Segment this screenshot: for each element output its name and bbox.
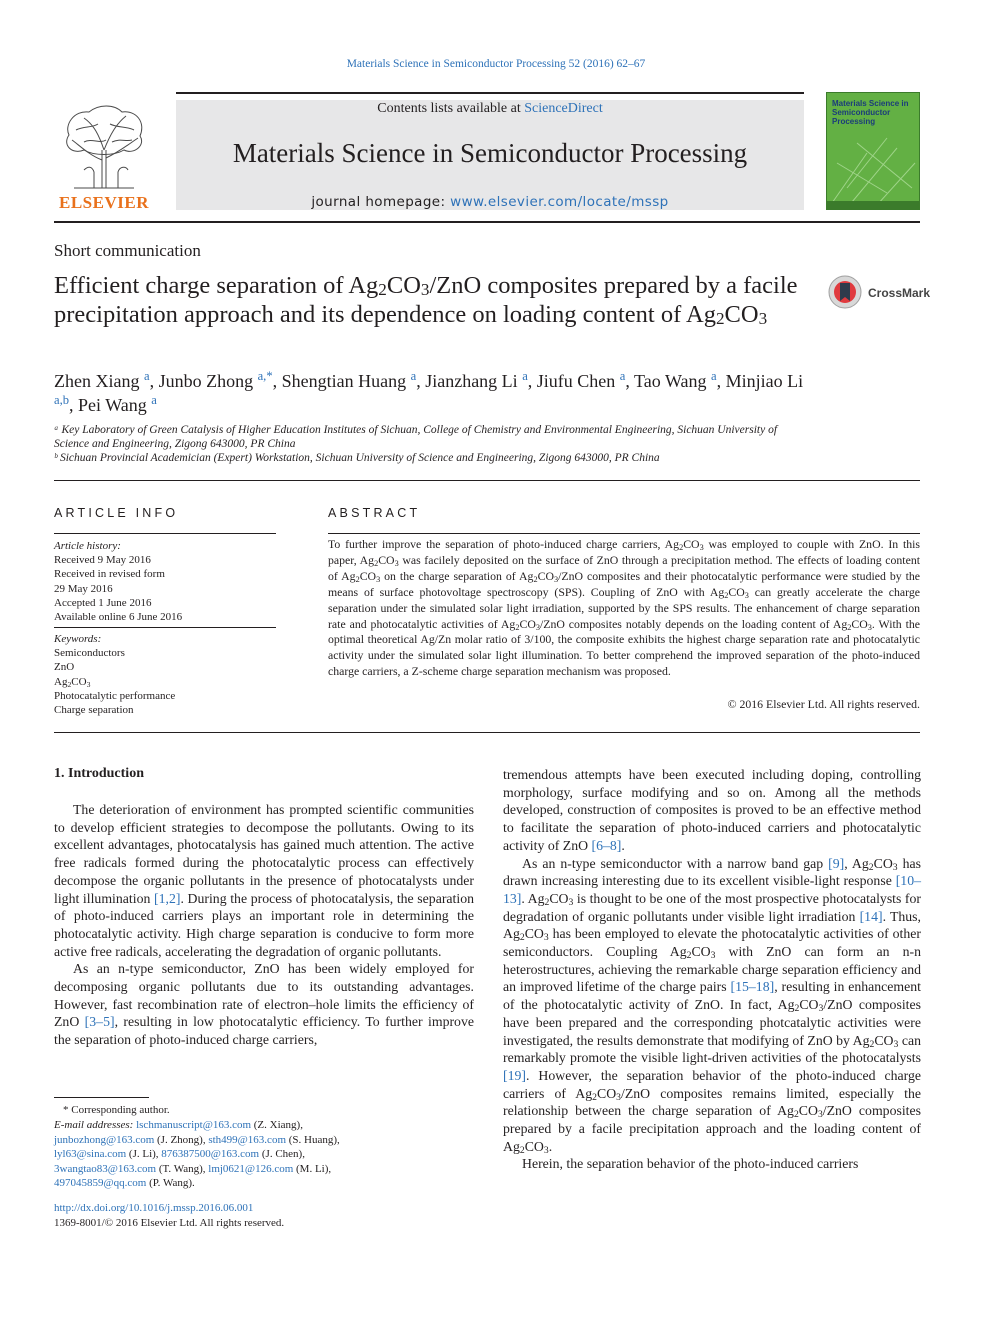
doi-link[interactable]: http://dx.doi.org/10.1016/j.mssp.2016.06.001 <box>54 1202 254 1214</box>
affiliation-b: ᵇ Sichuan Provincial Academician (Expert) Workstation, Sichuan University of Science and Engineering, Zigong 643000, PR China <box>54 452 660 464</box>
header-top-rule <box>176 92 804 94</box>
history-label: Article history: <box>54 540 121 552</box>
affiliation-a: ᵃ Key Laboratory of Green Catalysis of Higher Education Institutes of Sichuan, College of Chemistry and Environmental Engineering, Sichuan University of Science and Engineering, Zigong 643000, PR China <box>54 424 778 450</box>
history-list <box>54 553 276 624</box>
section-heading-introduction: 1. Introduction <box>54 766 144 781</box>
homepage-prefix: journal homepage: <box>311 194 451 210</box>
crossmark-label: CrossMark <box>868 286 931 300</box>
history-item: Accepted 1 June 2016 <box>54 596 152 609</box>
keyword-item: Photocatalytic performance <box>54 689 176 702</box>
journal-citation[interactable]: Materials Science in Semiconductor Processing 52 (2016) 62–67 <box>346 58 646 70</box>
body-left-column: The deterioration of environment has prompted scientific communities to develop efficient strategies to decompose the pollutants. Owing to its excellent advantages, photocatalysis has gained much attention. The active free radicals formed during the photocatalytic process can effectively decompose the organic pollutants in the presence of photocatalysts under light illumination [1,2]. During the process of photocatalysis, the separation of photo-induced carriers plays an important role in determining the photocatalytic activity. High charge separation is conducive to form more active free radicals, accelerating the degradation of organic pollutants. As an n-type semiconductor, ZnO has been widely employed for decomposing organic pollutants due to its outstanding advantages. However, fast recombination rate of electron–hole limits the efficiency of ZnO [3–5], resulting in low photocatalytic efficiency. To further improve the separation of photo-induced charge carriers, <box>54 802 474 1048</box>
abstract-copyright: © 2016 Elsevier Ltd. All rights reserved. <box>727 697 920 711</box>
history-item: Received 9 May 2016 <box>54 554 151 567</box>
cover-title: Materials Science in Semiconductor Processing <box>832 99 909 126</box>
author-list: Zhen Xiang $^a$, Junbo Zhong $^{a,*}$, Shengtian Huang $^a$, Jianzhang Li $^a$, Jiufu Chen $^a$, Tao Wang $^a$, Minjiao Li $^{a,b}$, Pei Wang $^a$ <box>54 369 804 415</box>
keyword-item: $Ag_2CO_3$ <box>54 675 91 689</box>
keyword-item: Semiconductors <box>54 647 125 660</box>
email-addresses: E-mail addresses: lschmanuscript@163.com (Z. Xiang), junbozhong@163.com (J. Zhong), sth499@163.com (S. Huang), lyl63@sina.com (J. Li), 876387500@163.com (J. Chen), 3wangtao83@163.com (T. Wang), lmj0621@126.com (M. Li), 497045859@qq.com (P. Wang). <box>54 1119 340 1190</box>
article-title: Efficient charge separation of $Ag_2CO_3$/ZnO composites prepared by a facile precipitation approach and its dependence on loading content of $Ag_2CO_3$ <box>54 272 798 328</box>
body-right-column: tremendous attempts have been executed including doping, controlling morphology, surface modifying and so on. Among all the methods developed, construction of composites is proved to be an effective method to facilitate the separation of photo-induced carriers and photocatalytic activity of ZnO [6–8]. As an n-type semiconductor with a narrow band gap [9], $Ag_2CO_3$ has drawn increasing interesting due to its excellent visible-light response [10–13]. $Ag_2CO_3$ is thought to be one of the most prospective photocatalysts for degradation of organic pollutants under visible light irradiation [14]. Thus, $Ag_2CO_3$ has been employed to elevate the photocatalytic activities of other semiconductors. Coupling $Ag_2CO_3$ with ZnO can form an n-n heterostructures, achieving the remarkable charge separation efficiency and an improved lifetime of the charge pairs [15–18], resulting in enhancement of the photocatalytic activity of ZnO. In fact, $Ag_2CO_3$/ZnO composites have been prepared and the corresponding photcatalytic activities were investigated, the results demonstrate that modifying of ZnO by $Ag_2CO_3$ can remarkably promote the visible light-driven activities of the photocatalysts [19]. However, the separation behavior of the photo-induced charge carriers of $Ag_2CO_3$/ZnO composites remains limited, especially the relationship between the charge separation of $Ag_2CO_3$/ZnO composites prepared by a facile precipitation approach and the loading content of $Ag_2CO_3$. Herein, the separation behavior of the photo-induced carriers <box>503 767 922 1172</box>
article-history <box>54 539 276 624</box>
affiliation-rule <box>54 480 920 481</box>
journal-cover-thumbnail[interactable] <box>826 92 920 210</box>
keyword-item: Charge separation <box>54 704 134 717</box>
keywords-label: Keywords: <box>54 633 102 645</box>
keyword-list <box>54 646 276 717</box>
body-top-rule <box>54 732 920 733</box>
contents-line <box>176 101 804 117</box>
footnote-rule <box>54 1097 149 1098</box>
article-type: Short communication <box>54 241 201 260</box>
history-item: 29 May 2016 <box>54 582 113 595</box>
homepage-link[interactable]: www.elsevier.com/locate/mssp <box>450 194 669 210</box>
history-item: Available online 6 June 2016 <box>54 611 183 624</box>
sciencedirect-link[interactable]: ScienceDirect <box>524 101 603 116</box>
keywords-rule <box>54 627 276 628</box>
abstract-text: To further improve the separation of photo-induced charge carriers, $Ag_2CO_3$ was employed to couple with ZnO. In this paper, $Ag_2CO_3$ was facilely deposited on the surface of ZnO through a precipitation method. The effects of loading content of $Ag_2CO_3$ on the charge separation of $Ag_2CO_3$/ZnO composites and their photocatalytic performance were studied by the means of surface photovoltage spectroscopy (SPS). Coupling of ZnO with $Ag_2CO_3$ can greatly accelerate the charge separation under the simulated solar light irradiation, supported by the SPS results. The enhancement of charge separation rate and photocatalytic activities of $Ag_2CO_3$/ZnO composites notably depends on the loading content of $Ag_2CO_3$. With the optimal theoretical Ag/Zn molar ratio of 3/100, the composite exhibits the highest charge separation rate and photocatalytic activity under the simulated solar light illumination. To better comprehend the improved separation of the photo-induced charge carriers, a Z-scheme charge separation mechanism was proposed. <box>328 537 921 679</box>
article-info-heading: ARTICLE INFO <box>54 506 179 520</box>
keyword-item: ZnO <box>54 661 75 674</box>
history-item: Received in revised form <box>54 568 165 581</box>
journal-name: Materials Science in Semiconductor Processing <box>232 138 748 168</box>
article-info-rule <box>54 533 276 534</box>
elsevier-wordmark: ELSEVIER <box>59 193 149 212</box>
header-bottom-rule <box>54 221 920 223</box>
crossmark-badge[interactable] <box>828 275 931 311</box>
crossmark-icon <box>828 275 864 311</box>
contents-prefix: Contents lists available at <box>377 101 525 116</box>
issn-line: 1369-8001/© 2016 Elsevier Ltd. All rights reserved. <box>54 1217 285 1229</box>
keywords <box>54 632 276 717</box>
journal-homepage-line <box>176 194 804 210</box>
abstract-rule <box>328 533 920 534</box>
abstract-heading: ABSTRACT <box>328 506 421 520</box>
corresponding-author-note: * Corresponding author. <box>63 1104 170 1116</box>
